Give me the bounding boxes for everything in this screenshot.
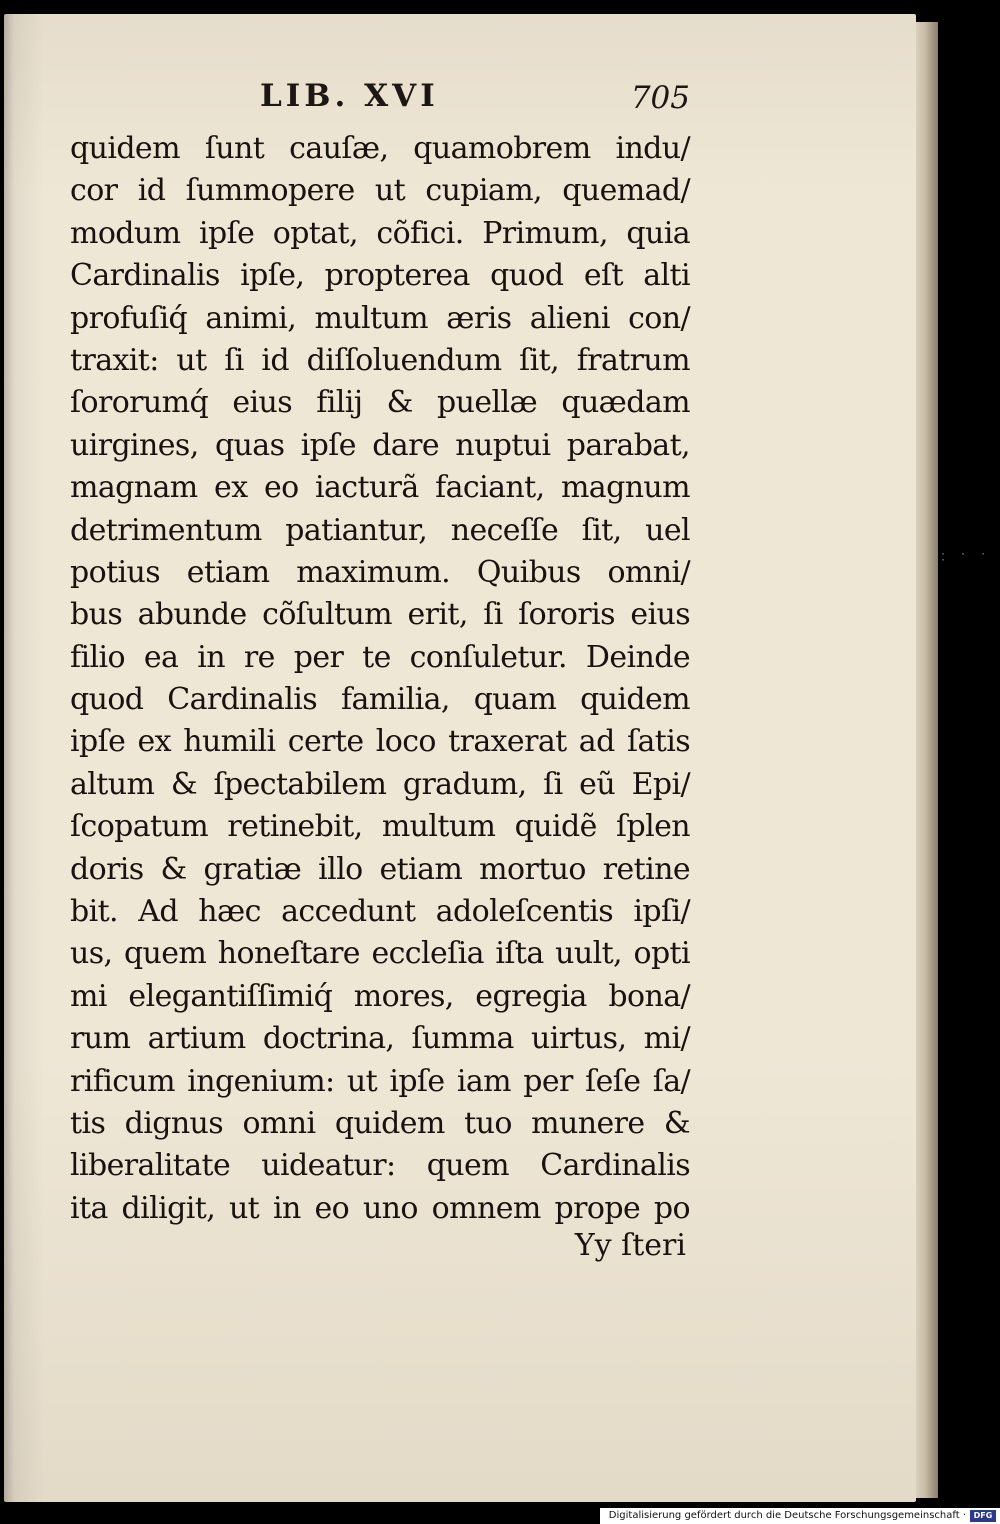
page-edge (916, 22, 938, 1498)
page-number: 705 (630, 80, 690, 116)
text-line: detrimentum patiantur, neceſſe ſit, uel (70, 512, 690, 548)
footer-credit: Digitalisierung gefördert durch die Deutsche Forschungsgemeinschaft · (608, 1510, 966, 1521)
page-header (70, 78, 690, 118)
text-line: rificum ingenium: ut ipſe iam per ſeſe ſa/ (70, 1063, 690, 1099)
text-line: altum & ſpectabilem gradum, ſi eũ Epi/ (70, 766, 690, 802)
text-line: quidem ſunt cauſæ, quamobrem indu/ (70, 131, 690, 166)
text-line: rum artium doctrina, ſumma uirtus, mi/ (70, 1021, 690, 1057)
dfg-logo: DFG (970, 1510, 996, 1522)
text-line: traxit: ut ſi id diſſoluendum ſit, fratrum (70, 342, 690, 378)
catchword: Yy ſteri (574, 1228, 686, 1263)
text-line: cor id ſummopere ut cupiam, quemad/ (70, 173, 690, 209)
text-line: ita diligit, ut in eo uno omnem prope po (70, 1190, 690, 1226)
text-line: quod Cardinalis familia, quam quidem (70, 682, 690, 718)
text-line: profuſiq́ animi, multum æris alieni con/ (70, 300, 690, 336)
text-line: tis dignus omni quidem tuo munere & (70, 1105, 690, 1141)
text-line: Cardinalis ipſe, propterea quod eſt alti (70, 258, 690, 294)
text-line: ipſe ex humili certe loco traxerat ad ſatis (70, 724, 690, 760)
text-line: ſcopatum retinebit, multum quidẽ ſplen (70, 809, 690, 845)
text-line: potius etiam maximum. Quibus omni/ (70, 554, 690, 590)
running-head: LIB. XVI (260, 78, 439, 114)
digitization-footer (600, 1508, 1000, 1524)
text-line: bit. Ad hæc accedunt adoleſcentis ipſi/ (70, 894, 690, 930)
text-line: ſororumq́ eius filij & puellæ quædam (70, 385, 690, 421)
text-line: doris & gratiæ illo etiam mortuo retine (70, 851, 690, 887)
text-line: liberalitate uideatur: quem Cardinalis (70, 1148, 690, 1184)
body-text (70, 128, 690, 1230)
text-line: bus abunde cõſultum erit, ſi ſororis eius (70, 597, 690, 633)
text-line: filio ea in re per te conſuletur. Deinde (70, 639, 690, 675)
edge-dots: · · · · (940, 549, 991, 566)
text-line: modum ipſe optat, cõfici. Primum, quia (70, 215, 690, 251)
text-line: uirgines, quas ipſe dare nuptui parabat, (70, 427, 690, 463)
text-line: us, quem honeſtare eccleſia iſta uult, opti (70, 936, 690, 972)
text-line: magnam ex eo iacturã faciant, magnum (70, 470, 690, 506)
text-line: mi elegantiſſimiq́ mores, egregia bona/ (70, 978, 690, 1014)
